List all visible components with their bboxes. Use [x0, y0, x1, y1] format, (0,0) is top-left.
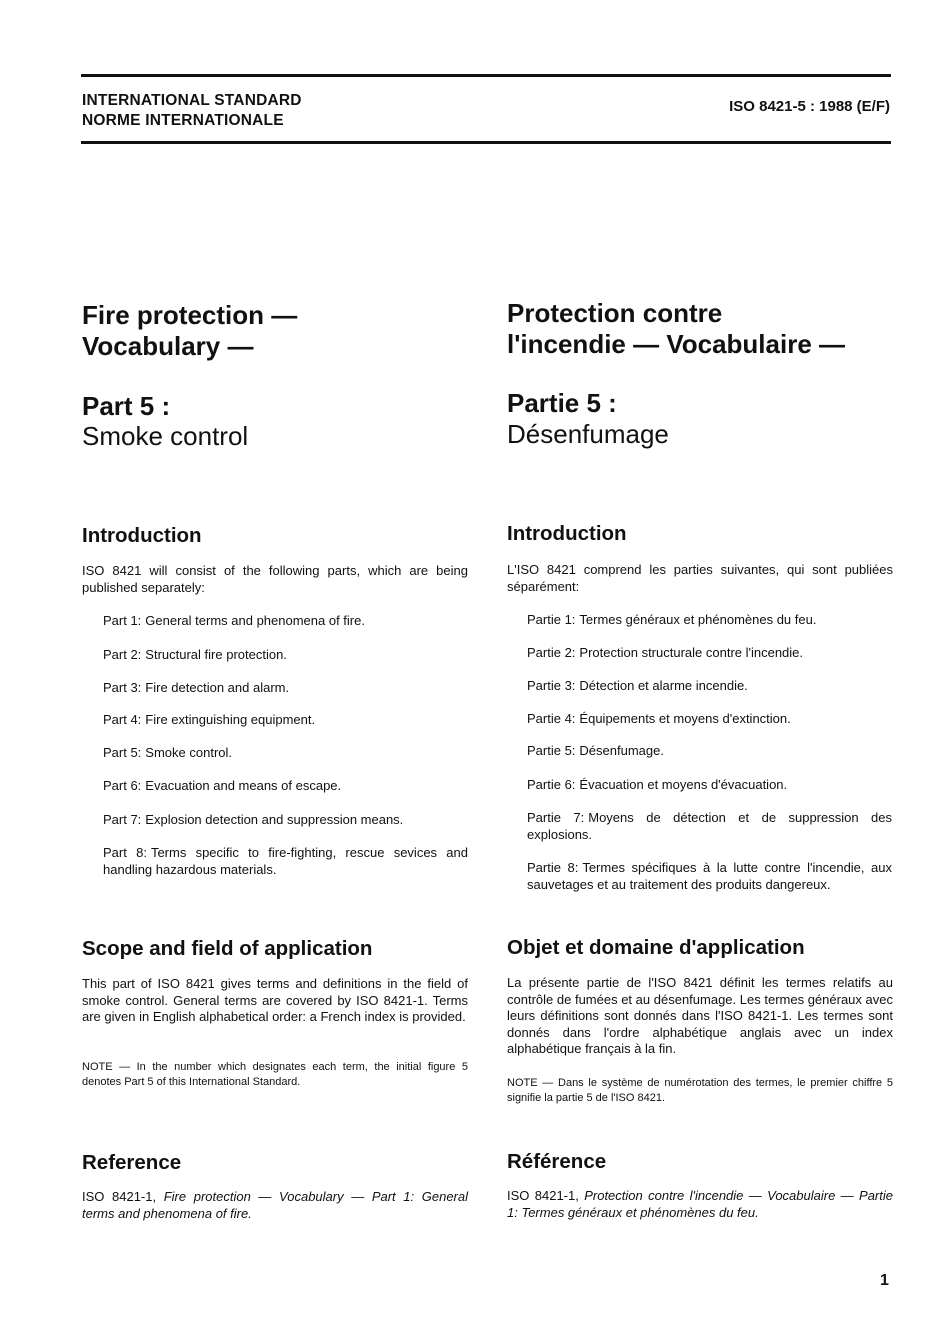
fr-part-item: Partie 5: Désenfumage.	[527, 743, 664, 758]
en-note: NOTE — In the number which designates each term, the initial figure 5 denotes Part 5 of this International Standard.	[82, 1061, 468, 1088]
en-part-item: Part 3: Fire detection and alarm.	[103, 680, 290, 695]
en-title	[82, 300, 468, 362]
standard-type-en: INTERNATIONAL STANDARD	[82, 92, 302, 109]
en-introduction-text: ISO 8421 will consist of the following parts, which are being published separately:	[82, 563, 468, 595]
fr-title-line1: Protection contre	[507, 298, 723, 328]
en-part-item: Part 2: Structural fire protection.	[103, 647, 287, 662]
fr-scope-text: La présente partie de l'ISO 8421 définit les termes relatifs au contrôle de fumées et au désenfumage. Les termes généraux avec leurs définitions sont donnés dans l'ISO 8421-1. Les termes sont donnés dans l'ordre alphabétique anglais avec un index alphabétique français à la fin.	[507, 975, 893, 1056]
header-bottom-rule	[81, 141, 891, 144]
en-reference-text: ISO 8421-1, Fire protection — Vocabulary — Part 1: General terms and phenomena of fire.	[82, 1189, 468, 1221]
en-part-item: Part 4: Fire extinguishing equipment.	[103, 712, 316, 727]
fr-part-number: Partie 5 :	[507, 388, 617, 418]
fr-title	[507, 298, 893, 360]
fr-part-item: Partie 8: Termes spécifiques à la lutte contre l'incendie, aux sauvetages et au traitement des produits dangereux.	[527, 860, 893, 892]
en-part-item: Part 5: Smoke control.	[103, 745, 232, 760]
fr-part-item: Partie 1: Termes généraux et phénomènes du feu.	[527, 612, 817, 627]
en-title-line2: Vocabulary —	[82, 331, 254, 361]
en-part-item: Part 1: General terms and phenomena of fire.	[103, 613, 365, 628]
en-part-item: Part 6: Evacuation and means of escape.	[103, 778, 342, 793]
en-part-item: Part 7: Explosion detection and suppression means.	[103, 812, 404, 827]
header-top-rule	[81, 74, 891, 77]
fr-part-item: Partie 6: Évacuation et moyens d'évacuation.	[527, 777, 788, 792]
fr-part-item: Partie 3: Détection et alarme incendie.	[527, 678, 748, 693]
fr-part-name: Désenfumage	[507, 419, 669, 449]
page-number: 1	[880, 1272, 889, 1289]
fr-part-item: Partie 4: Équipements et moyens d'extinction.	[527, 711, 791, 726]
en-title-line1: Fire protection —	[82, 300, 298, 330]
fr-note: NOTE — Dans le système de numérotation des termes, le premier chiffre 5 signifie la partie 5 de l'ISO 8421.	[507, 1077, 893, 1104]
fr-scope-heading: Objet et domaine d'application	[507, 936, 805, 959]
en-part-name: Smoke control	[82, 421, 249, 451]
fr-reference-heading: Référence	[507, 1150, 607, 1173]
fr-part-item: Partie 2: Protection structurale contre l'incendie.	[527, 645, 804, 660]
standard-reference: ISO 8421-5 : 1988 (E/F)	[729, 98, 890, 115]
fr-reference-text: ISO 8421-1, Protection contre l'incendie — Vocabulaire — Partie 1: Termes généraux et phénomènes du feu.	[507, 1188, 893, 1220]
fr-part-item: Partie 7: Moyens de détection et de suppression des explosions.	[527, 810, 892, 842]
fr-title-line2: l'incendie — Vocabulaire —	[507, 329, 846, 359]
fr-introduction-text: L'ISO 8421 comprend les parties suivantes, qui sont publiées séparément:	[507, 562, 893, 594]
en-scope-heading: Scope and field of application	[82, 937, 373, 960]
en-part-number: Part 5 :	[82, 391, 171, 421]
en-part-item: Part 8: Terms specific to fire-fighting, rescue sevices and handling hazardous materials.	[103, 845, 468, 877]
fr-introduction-heading: Introduction	[507, 522, 627, 545]
en-scope-text: This part of ISO 8421 gives terms and definitions in the field of smoke control. General terms are covered by ISO 8421-1. Terms are given in English alphabetical order: a French index is provided.	[82, 976, 468, 1024]
standard-type-fr: NORME INTERNATIONALE	[82, 112, 284, 129]
en-reference-heading: Reference	[82, 1151, 182, 1174]
en-introduction-heading: Introduction	[82, 524, 202, 547]
